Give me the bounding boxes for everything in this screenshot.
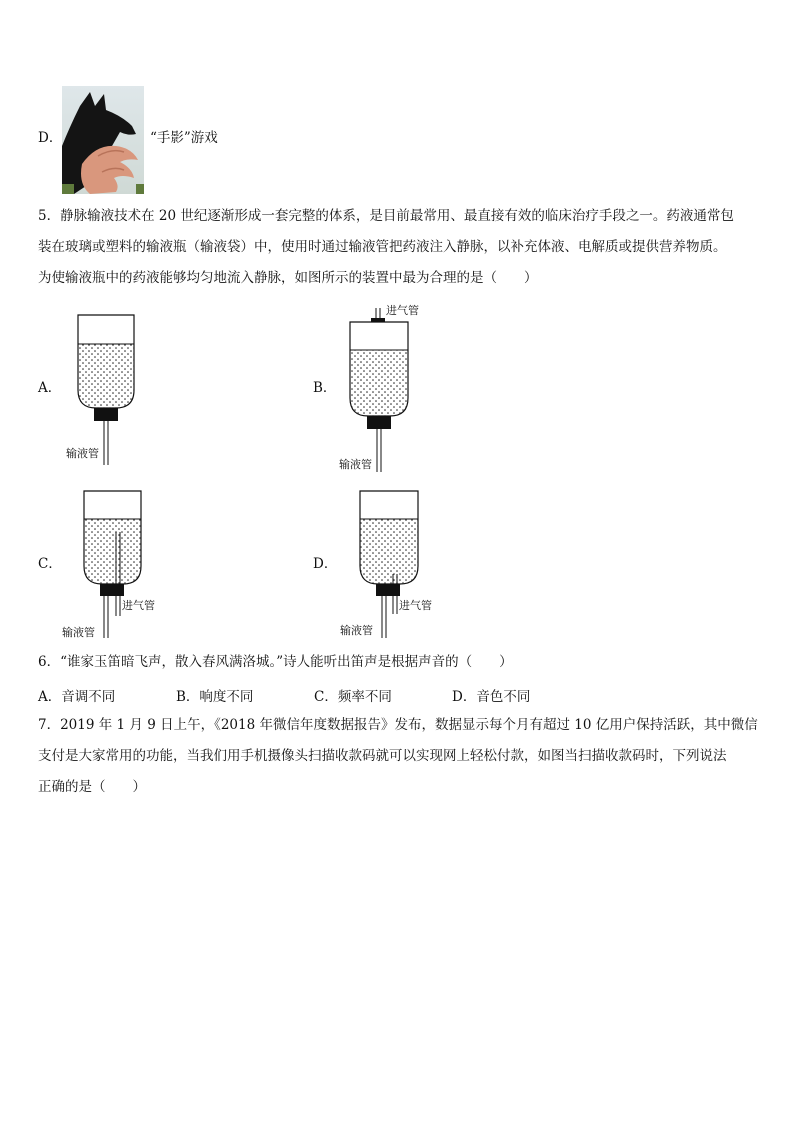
q6-options <box>38 682 754 713</box>
q4-option-d-caption: “手影”游戏 <box>150 130 218 146</box>
q6-option-a: A．音调不同 <box>38 689 116 705</box>
q5-option-b-letter: B． <box>313 380 337 396</box>
q7-stem-line: 正确的是（ ） <box>38 779 146 795</box>
q4-option-d-letter: D． <box>38 130 63 146</box>
q5-d-label-air-tube: 进气管 <box>399 599 432 612</box>
stopper-icon <box>367 416 391 429</box>
q5-b-label-air-tube: 进气管 <box>386 304 419 317</box>
stopper-icon <box>376 584 400 596</box>
q7-stem-line: 7．2019 年 1 月 9 日上午，《2018 年微信年度数据报告》发布，数据显示每个月有超过 10 亿用户保持活跃，其中微信 <box>38 717 758 733</box>
q6-option-b: B．响度不同 <box>176 689 254 705</box>
q5-c-label-air-tube: 进气管 <box>122 599 155 612</box>
q5-option-d-letter: D． <box>313 556 338 572</box>
hand-shadow-photo-icon <box>62 86 144 194</box>
q5-option-a-letter: A． <box>38 380 62 396</box>
q5-stem-line: 为使输液瓶中的药液能够均匀地流入静脉，如图所示的装置中最为合理的是（ ） <box>38 270 538 286</box>
iv-diagram-d <box>338 488 458 643</box>
q6-stem: 6．“谁家玉笛暗飞声，散入春风满洛城。”诗人能听出笛声是根据声音的（ ） <box>38 654 513 670</box>
q5-stem <box>38 201 754 294</box>
q6-option-d: D．音色不同 <box>452 689 531 705</box>
iv-diagram-c <box>60 488 180 643</box>
iv-diagram-b <box>335 300 445 475</box>
q5-option-c-letter: C． <box>38 556 62 572</box>
stopper-icon <box>94 408 118 421</box>
q7-stem <box>38 710 758 803</box>
q5-a-label-infusion-tube: 输液管 <box>66 447 99 460</box>
iv-diagram-a <box>60 310 160 470</box>
stopper-icon <box>100 584 124 596</box>
q5-b-label-infusion-tube: 输液管 <box>339 458 372 471</box>
q5-d-label-infusion-tube: 输液管 <box>340 624 373 637</box>
q5-stem-line: 装在玻璃或塑料的输液瓶（输液袋）中，使用时通过输液管把药液注入静脉，以补充体液、电解质或提供营养物质。 <box>38 239 727 255</box>
q5-stem-line: 5．静脉输液技术在 20 世纪逐渐形成一套完整的体系，是目前最常用、最直接有效的临床治疗手段之一。药液通常包 <box>38 208 734 224</box>
q5-c-label-infusion-tube: 输液管 <box>62 626 95 639</box>
q6-option-c: C．频率不同 <box>314 689 392 705</box>
q7-stem-line: 支付是大家常用的功能，当我们用手机摄像头扫描收款码就可以实现网上轻松付款，如图当扫描收款码时，下列说法 <box>38 748 727 764</box>
